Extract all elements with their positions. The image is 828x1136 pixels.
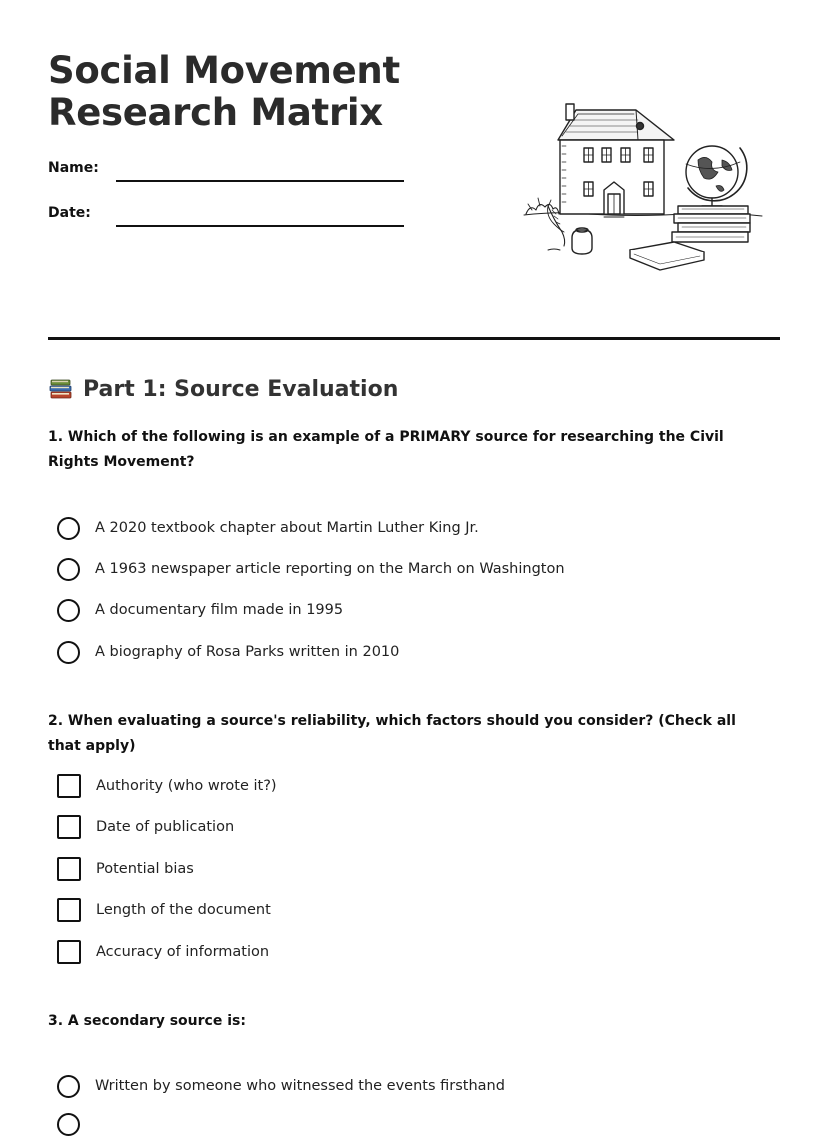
radio-button[interactable] [57, 1075, 80, 1098]
question-3-text: 3. A secondary source is: [48, 1013, 246, 1029]
page-title [48, 50, 488, 134]
question-1-option-1[interactable] [57, 516, 479, 540]
radio-button[interactable] [57, 558, 80, 581]
checkbox[interactable] [57, 940, 81, 964]
option-label: Potential bias [96, 861, 194, 877]
checkbox[interactable] [57, 898, 81, 922]
title-line-1: Social Movement [48, 49, 400, 92]
question-2-option-1[interactable] [57, 774, 277, 798]
question-1-option-3[interactable] [57, 598, 343, 622]
question-2-option-2[interactable] [57, 815, 234, 839]
section-title: Part 1: Source Evaluation [83, 376, 399, 402]
schoolhouse-illustration [518, 102, 768, 272]
option-label: Authority (who wrote it?) [96, 778, 277, 794]
option-label: Length of the document [96, 902, 271, 918]
section-divider [48, 337, 780, 340]
question-1-option-2[interactable] [57, 557, 565, 581]
option-label: A 1963 newspaper article reporting on the March on Washington [95, 561, 565, 577]
radio-button[interactable] [57, 1113, 80, 1136]
option-label: Written by someone who witnessed the events firsthand [95, 1078, 505, 1094]
question-1-option-4[interactable] [57, 640, 399, 664]
question-2-option-3[interactable] [57, 857, 194, 881]
title-line-2: Research Matrix [48, 91, 383, 134]
question-1-text: 1. Which of the following is an example of a PRIMARY source for researching the Civil Rights Movement? [48, 429, 724, 470]
radio-button[interactable] [57, 599, 80, 622]
question-2-text: 2. When evaluating a source's reliability, which factors should you consider? (Check all that apply) [48, 713, 736, 754]
name-field[interactable] [116, 180, 404, 182]
section-heading [48, 373, 398, 405]
checkbox[interactable] [57, 857, 81, 881]
option-label: Date of publication [96, 819, 235, 835]
question-3-option-2[interactable] [57, 1112, 95, 1136]
date-field[interactable] [116, 225, 404, 227]
option-label: A biography of Rosa Parks written in 2010 [95, 644, 400, 660]
question-2-option-5[interactable] [57, 940, 269, 964]
question-2-option-4[interactable] [57, 898, 271, 922]
checkbox[interactable] [57, 774, 81, 798]
option-label: A documentary film made in 1995 [95, 602, 344, 618]
name-label: Name: [48, 160, 99, 176]
option-label: A 2020 textbook chapter about Martin Luther King Jr. [95, 520, 479, 536]
question-3-option-1[interactable] [57, 1074, 505, 1098]
date-label: Date: [48, 205, 91, 221]
checkbox[interactable] [57, 815, 81, 839]
radio-button[interactable] [57, 517, 80, 540]
books-icon [48, 376, 74, 402]
radio-button[interactable] [57, 641, 80, 664]
option-label: Accuracy of information [96, 944, 270, 960]
